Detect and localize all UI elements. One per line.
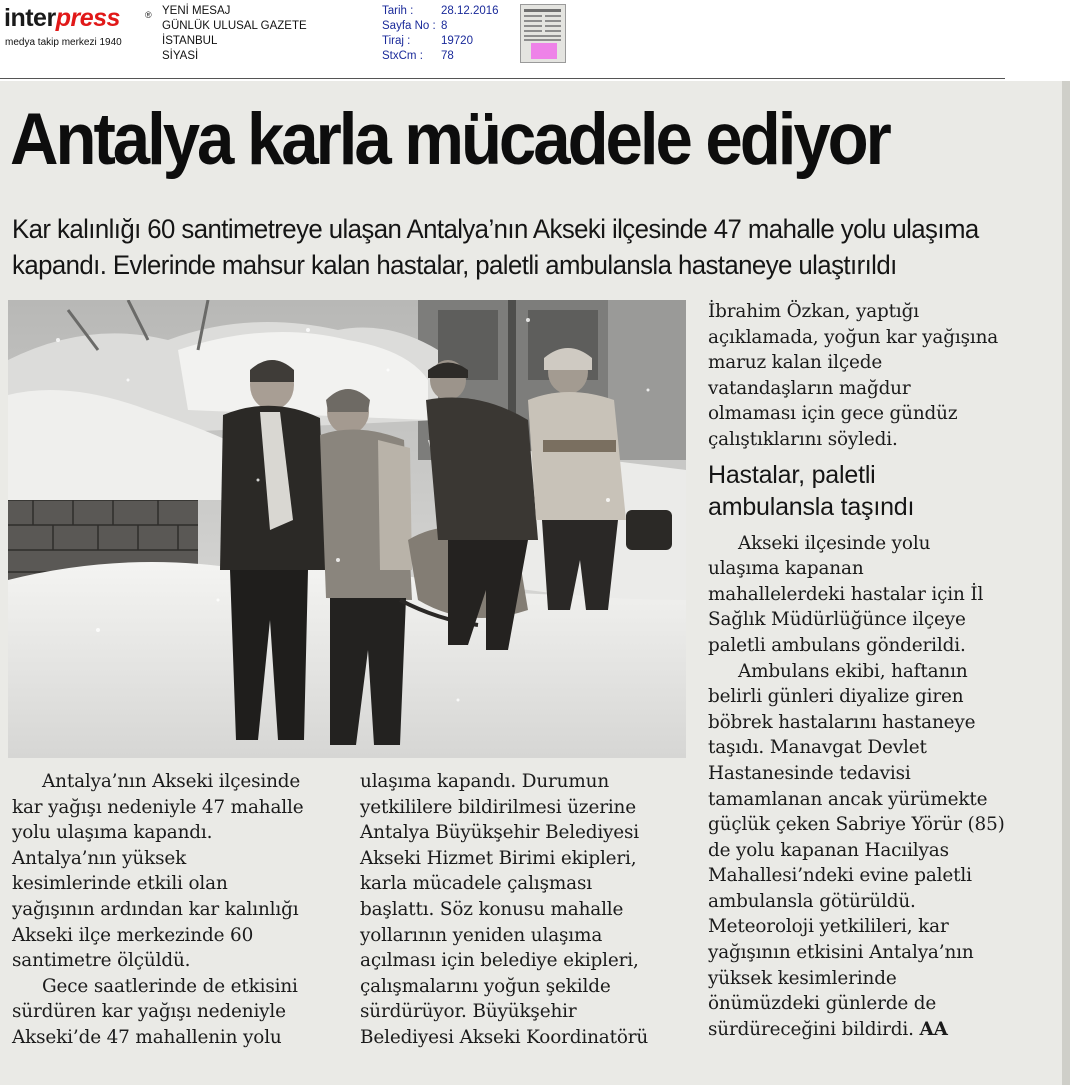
- text-line: sürdürüyor. Büyükşehir: [360, 1001, 577, 1023]
- text-line: Antalya Büyükşehir Belediyesi: [360, 822, 640, 844]
- text-line: [708, 1017, 1053, 1043]
- text-line: ambulansla götürüldü.: [708, 890, 916, 912]
- text-line: ulaşıma kapandı. Durumun: [360, 771, 610, 792]
- text-line: İbrahim Özkan, yaptığı: [708, 301, 919, 322]
- article-spot: [12, 211, 1052, 283]
- text-line: maruz kalan ilçede: [708, 352, 883, 374]
- article-column-1: [12, 769, 352, 1051]
- text-line: Meteoroloji yetkilileri, kar: [708, 916, 949, 938]
- meta-value: 8: [441, 20, 448, 32]
- article-column-3: [708, 299, 1053, 1042]
- text-line: güçlük çeken Sabriye Yörür (85): [708, 814, 1005, 836]
- text-line: Akseki Hizmet Birimi ekipleri,: [360, 847, 637, 869]
- publication-name: YENİ MESAJ: [162, 5, 231, 17]
- text-line: vatandaşların mağdur: [708, 377, 911, 399]
- text-line: olmaması için gece gündüz: [708, 403, 958, 425]
- text-line: Ambulans ekibi, haftanın: [738, 660, 968, 682]
- logo-part-press: press: [55, 4, 120, 32]
- meta-key: Tarih :: [382, 5, 414, 17]
- meta-row: [382, 49, 522, 64]
- paragraph: [708, 531, 1053, 659]
- paragraph: [708, 299, 1053, 453]
- paragraph: [12, 769, 352, 974]
- paragraph: [708, 659, 1053, 1043]
- publication-category: SİYASİ: [162, 50, 199, 62]
- clipping-meta: [382, 4, 522, 64]
- meta-row: [382, 19, 522, 34]
- subheading-line: Hastalar, paletli: [708, 460, 876, 489]
- text-line: yollarının yeniden ulaşıma: [360, 924, 603, 946]
- text-line: yağışının etkisini Antalya’nın: [708, 942, 974, 964]
- meta-key: Sayfa No :: [382, 20, 436, 32]
- text-line: de yolu kapanan Hacıilyas: [708, 839, 949, 861]
- clipping-edge-shadow: [1062, 81, 1070, 1085]
- text-line: başlattı. Söz konusu mahalle: [360, 898, 624, 920]
- logo-tagline: medya takip merkezi 1940: [5, 37, 122, 48]
- text-line: tamamlanan ancak yürümekte: [708, 788, 988, 810]
- text-line: Akseki’de 47 mahallenin yolu: [12, 1026, 282, 1048]
- publication-city: İSTANBUL: [162, 35, 218, 47]
- text-line: çalışmalarını yoğun şekilde: [360, 975, 611, 997]
- logo-part-inter: inter: [4, 4, 56, 32]
- text-line: ulaşıma kapanan: [708, 558, 864, 580]
- logo-wordmark: [4, 4, 120, 32]
- meta-key: StxCm :: [382, 50, 423, 62]
- page-thumbnail[interactable]: [520, 4, 566, 63]
- text-line: Antalya’nın Akseki ilçesinde: [42, 771, 301, 792]
- spot-line: kapandı. Evlerinde mahsur kalan hastalar, paletli ambulansla hastaneye ulaştırıldı: [12, 250, 897, 280]
- text-line: yağışının ardından kar kalınlığı: [12, 898, 299, 920]
- text-line: Mahallesi’ndeki evine paletli: [708, 865, 972, 887]
- registered-mark: ®: [145, 10, 152, 20]
- text-line: mahallelerdeki hastalar için İl: [708, 583, 984, 605]
- text-line: Sağlık Müdürlüğünce ilçeye: [708, 609, 966, 631]
- text-line: yetkililere bildirilmesi üzerine: [360, 796, 636, 818]
- meta-row: [382, 4, 522, 19]
- meta-value: 19720: [441, 35, 473, 47]
- newspaper-clipping: [0, 81, 1062, 1085]
- meta-row: [382, 34, 522, 49]
- meta-value: 28.12.2016: [441, 5, 499, 17]
- spot-line: Kar kalınlığı 60 santimetreye ulaşan Antalya’nın Akseki ilçesinde 47 mahalle yolu ulaşıma: [12, 214, 979, 244]
- snow-photo: [8, 300, 686, 758]
- text-line: Gece saatlerinde de etkisini: [42, 975, 298, 997]
- text-line: Akseki ilçesinde yolu: [738, 532, 931, 554]
- text-line: önümüzdeki günlerde de: [708, 993, 937, 1015]
- text-line: Akseki ilçe merkezinde 60: [12, 924, 254, 946]
- text-line: kar yağışı nedeniyle 47 mahalle: [12, 796, 304, 818]
- article-subheading: [708, 459, 1053, 523]
- text-line: belirli günleri diyalize giren: [708, 686, 964, 708]
- publication-info: [162, 4, 307, 64]
- publication-type: GÜNLÜK ULUSAL GAZETE: [162, 20, 307, 32]
- snow-photo-illustration: [8, 300, 686, 758]
- text-line: böbrek hastalarını hastaneye: [708, 711, 976, 733]
- text-line: sürdüren kar yağışı nedeniyle: [12, 1001, 286, 1023]
- text-line: Antalya’nın yüksek: [12, 847, 187, 869]
- text-line: açıklamada, yoğun kar yağışına: [708, 326, 999, 348]
- paragraph: [360, 769, 700, 1051]
- text-line: açılması için belediye ekipleri,: [360, 950, 639, 972]
- text-line: karla mücadele çalışması: [360, 873, 592, 895]
- text-line: santimetre ölçüldü.: [12, 950, 191, 972]
- header-divider: [0, 78, 1005, 79]
- agency-signature: AA: [919, 1018, 948, 1040]
- text-line: taşıdı. Manavgat Devlet: [708, 737, 927, 759]
- highlighted-article-marker: [531, 43, 557, 59]
- text-line: yüksek kesimlerinde: [708, 967, 897, 989]
- subheading-line: ambulansla taşındı: [708, 492, 915, 521]
- paragraph: [12, 974, 352, 1051]
- interpress-logo: [4, 4, 152, 50]
- text-line-content: sürdüreceğini bildirdi.: [708, 1018, 914, 1040]
- meta-key: Tiraj :: [382, 35, 411, 47]
- text-line: Belediyesi Akseki Koordinatörü: [360, 1026, 649, 1048]
- meta-value: 78: [441, 50, 454, 62]
- article-headline: Antalya karla mücadele ediyor: [10, 99, 889, 180]
- text-line: yolu ulaşıma kapandı.: [12, 822, 213, 844]
- article-column-2: [360, 769, 700, 1051]
- clipping-header: [0, 0, 1070, 80]
- text-line: paletli ambulans gönderildi.: [708, 634, 966, 656]
- text-line: kesimlerinde etkili olan: [12, 873, 228, 895]
- text-line: çalıştıklarını söyledi.: [708, 428, 898, 450]
- text-line: Hastanesinde tedavisi: [708, 762, 911, 784]
